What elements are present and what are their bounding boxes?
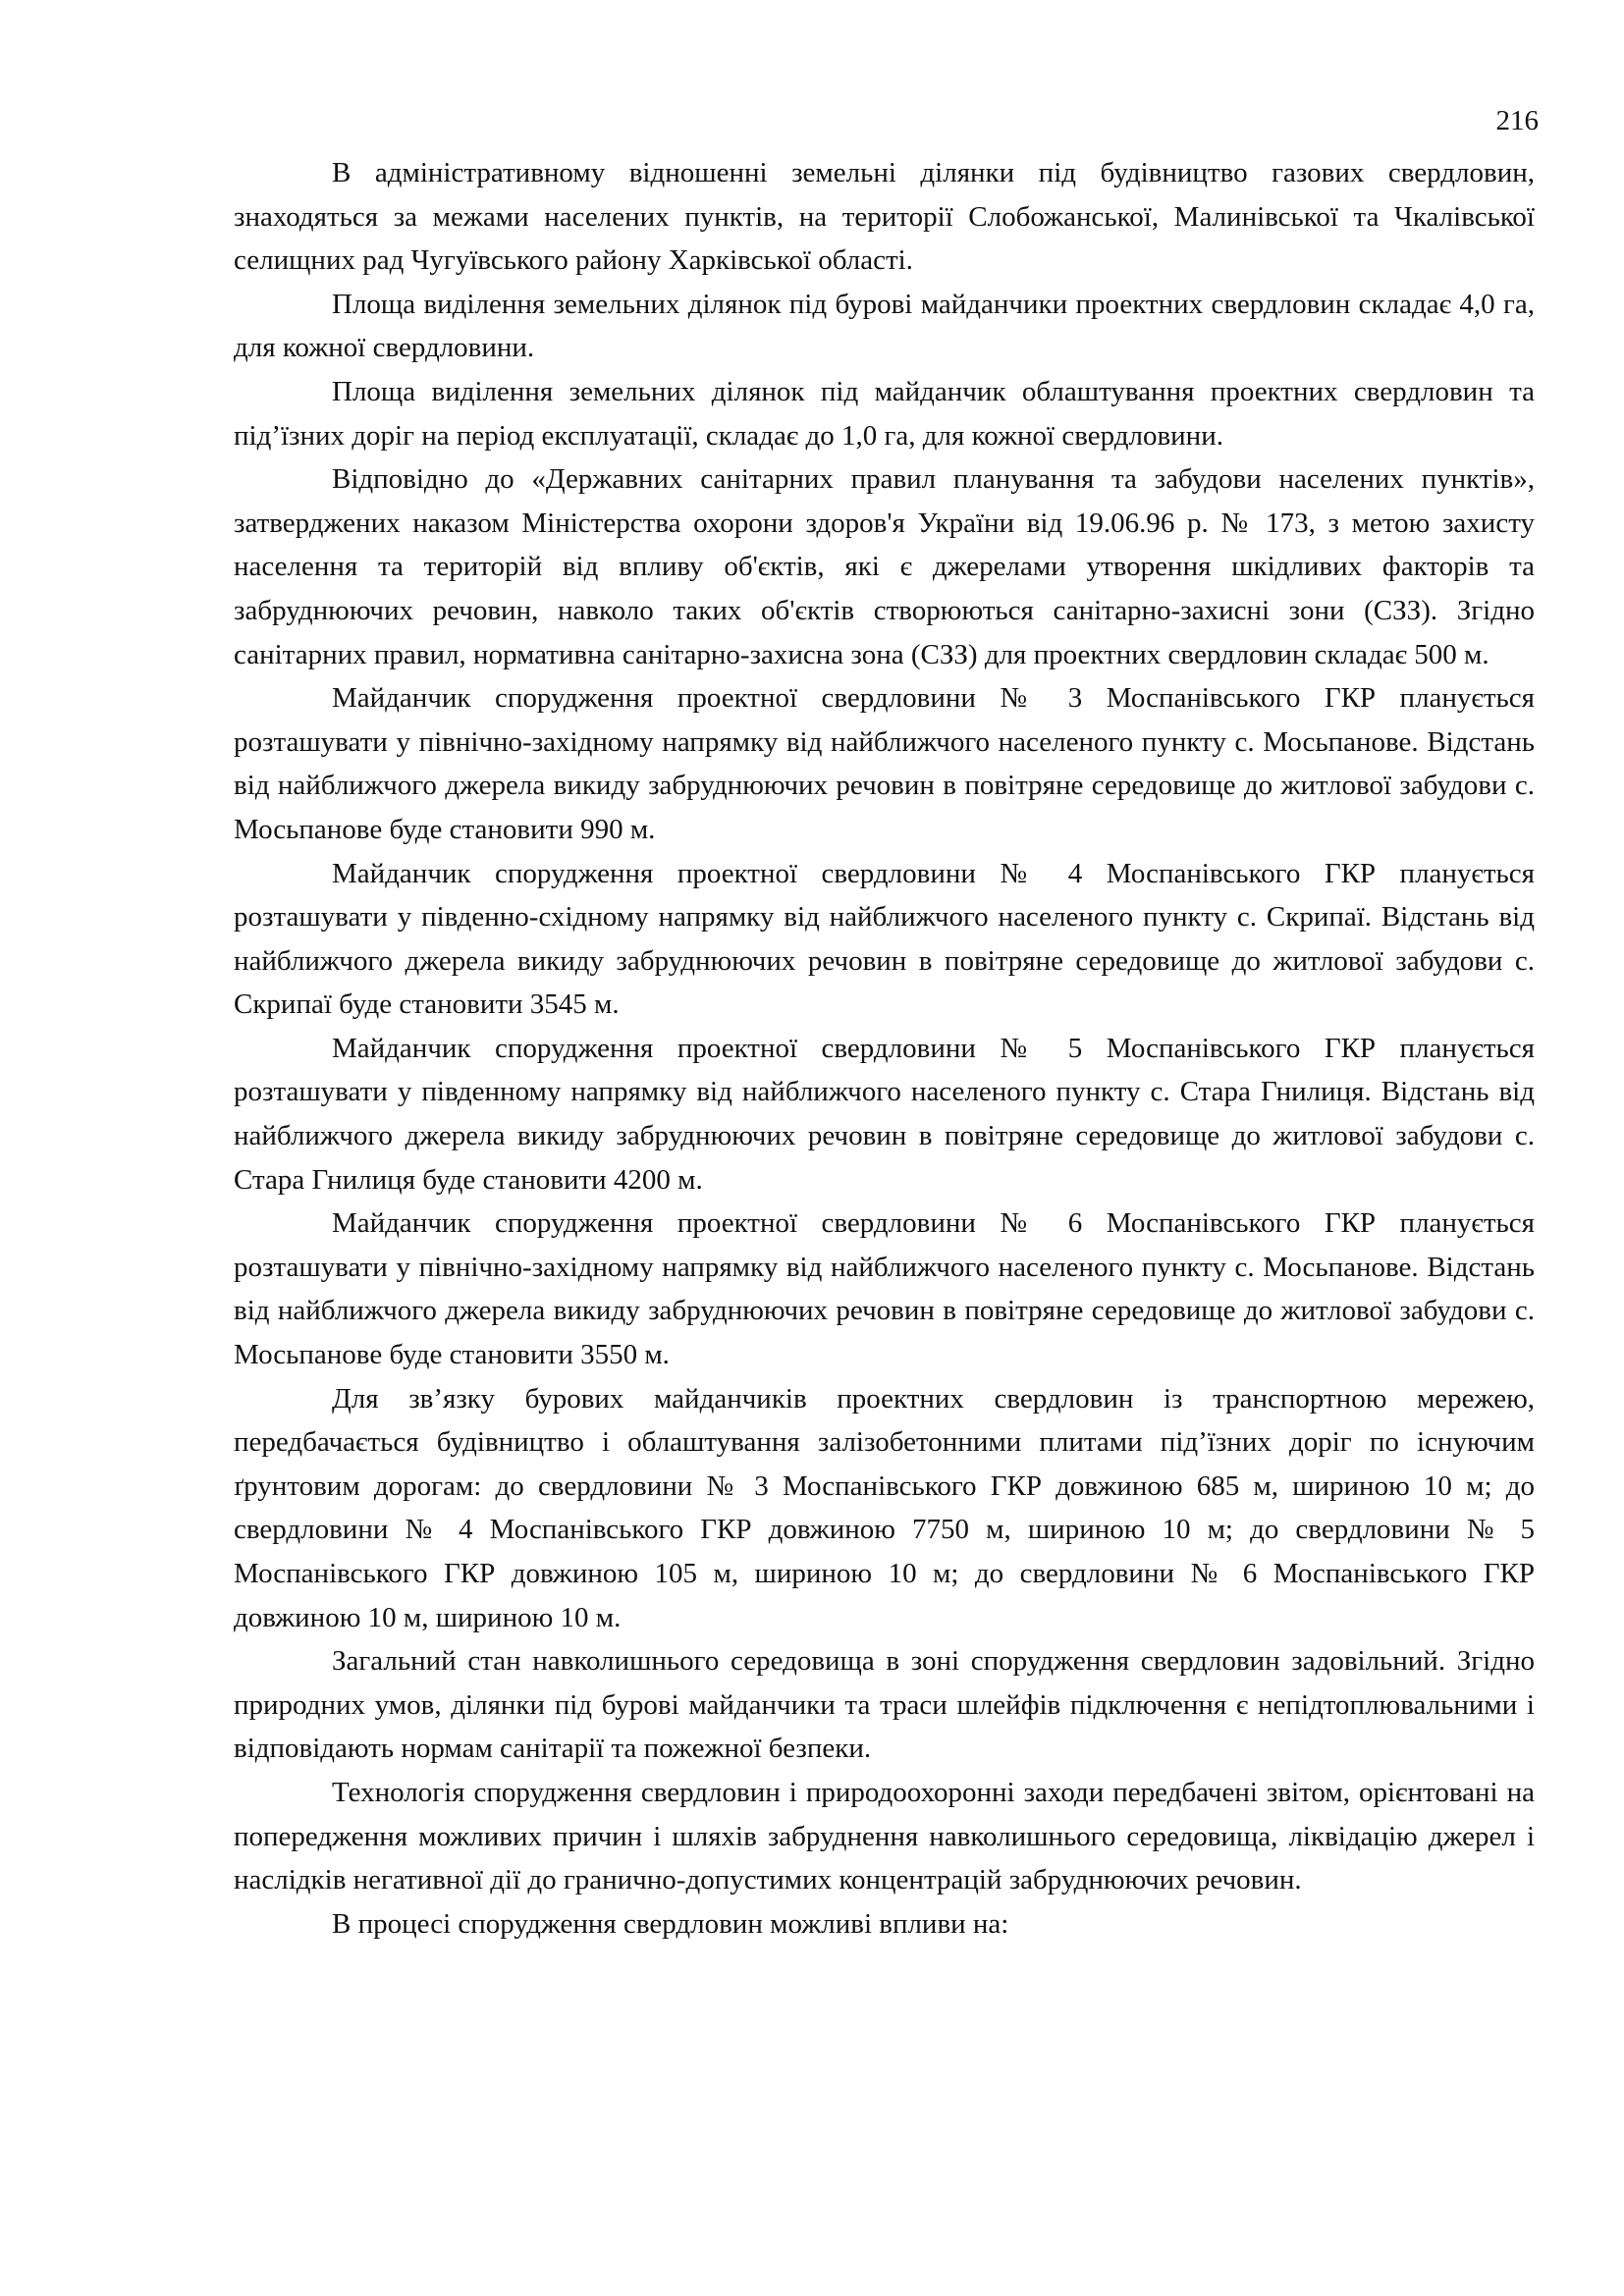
paragraph-well-4: Майданчик спорудження проектної свердловини № 4 Моспанівського ГКР планується розташувати у південно-східному напрямку від найближчого населеного пункту с. Скрипаї. Відстань від найближчого джерела викиду забруднюючих речовин в повітряне середовище до житлової забудови с. Скрипаї буде становити 3545 м. (234, 857, 1535, 1021)
paragraph-impacts-intro: В процесі спорудження свердловин можливі впливи на: (332, 1907, 1009, 1940)
paragraph-environment-state: Загальний стан навколишнього середовища в зоні спорудження свердловин задовільний. Згідно природних умов, ділянки під бурові майданчики та траси шлейфів підключення є непідтоплювальними і відповідають нормам санітарії та пожежної безпеки. (234, 1645, 1535, 1765)
paragraph-technology: Технологія спорудження свердловин і природоохоронні заходи передбачені звітом, орієнтовані на попередження можливих причин і шляхів забруднення навколишнього середовища, ліквідацію джерел і наслідків негативної дії до гранично-допустимих концентрацій забруднюючих речовин. (234, 1776, 1535, 1896)
paragraph-well-6: Майданчик спорудження проектної свердловини № 6 Моспанівського ГКР планується розташувати у північно-західному напрямку від найближчого населеного пункту с. Мосьпанове. Відстань від найближчого джерела викиду забруднюючих речовин в повітряне середовище до житлової забудови с. Мосьпанове буде становити 3550 м. (234, 1207, 1535, 1371)
page-number: 216 (1495, 105, 1539, 136)
paragraph-sanitary-zone: Відповідно до «Державних санітарних правил планування та забудови населених пунктів», затверджених наказом Міністерства охорони здоров'я України від 19.06.96 р. № 173, з метою захисту населення та територій від впливу об'єктів, які є джерелами утворення шкідливих факторів та забруднюючих речовин, навколо таких об'єктів створюються санітарно-захисні зони (СЗЗ). Згідно санітарних правил, нормативна санітарно-захисна зона (СЗЗ) для проектних свердловин складає 500 м. (234, 463, 1535, 670)
document-body (234, 151, 1535, 1946)
paragraph-well-5: Майданчик спорудження проектної свердловини № 5 Моспанівського ГКР планується розташувати у південному напрямку від найближчого населеного пункту с. Стара Гнилиця. Відстань від найближчого джерела викиду забруднюючих речовин в повітряне середовище до житлової забудови с. Стара Гнилиця буде становити 4200 м. (234, 1032, 1535, 1196)
paragraph-operation-site-area: Площа виділення земельних ділянок під майданчик облаштування проектних свердловин та під’їзних доріг на період експлуатації, складає до 1,0 га, для кожної свердловини. (234, 375, 1535, 452)
paragraph-well-3: Майданчик спорудження проектної свердловини № 3 Моспанівського ГКР планується розташувати у північно-західному напрямку від найближчого населеного пункту с. Мосьпанове. Відстань від найближчого джерела викиду забруднюючих речовин в повітряне середовище до житлової забудови с. Мосьпанове буде становити 990 м. (234, 682, 1535, 845)
paragraph-access-roads: Для зв’язку бурових майданчиків проектних свердловин із транспортною мережею, передбачається будівництво і облаштування залізобетонними плитами під’їзних доріг по існуючим ґрунтовим дорогам: до свердловини № 3 Моспанівського ГКР довжиною 685 м, шириною 10 м; до свердловини № 4 Моспанівського ГКР довжиною 7750 м, шириною 10 м; до свердловини № 5 Моспанівського ГКР довжиною 105 м, шириною 10 м; до свердловини № 6 Моспанівського ГКР довжиною 10 м, шириною 10 м. (234, 1382, 1535, 1633)
paragraph-drilling-site-area: Площа виділення земельних ділянок під бурові майданчики проектних свердловин складає 4,0 га, для кожної свердловини. (234, 288, 1535, 364)
paragraph-administrative-location: В адміністративному відношенні земельні ділянки під будівництво газових свердловин, знаходяться за межами населених пунктів, на території Слобожанської, Малинівської та Чкалівської селищних рад Чугуївського району Харківської області. (234, 157, 1535, 277)
